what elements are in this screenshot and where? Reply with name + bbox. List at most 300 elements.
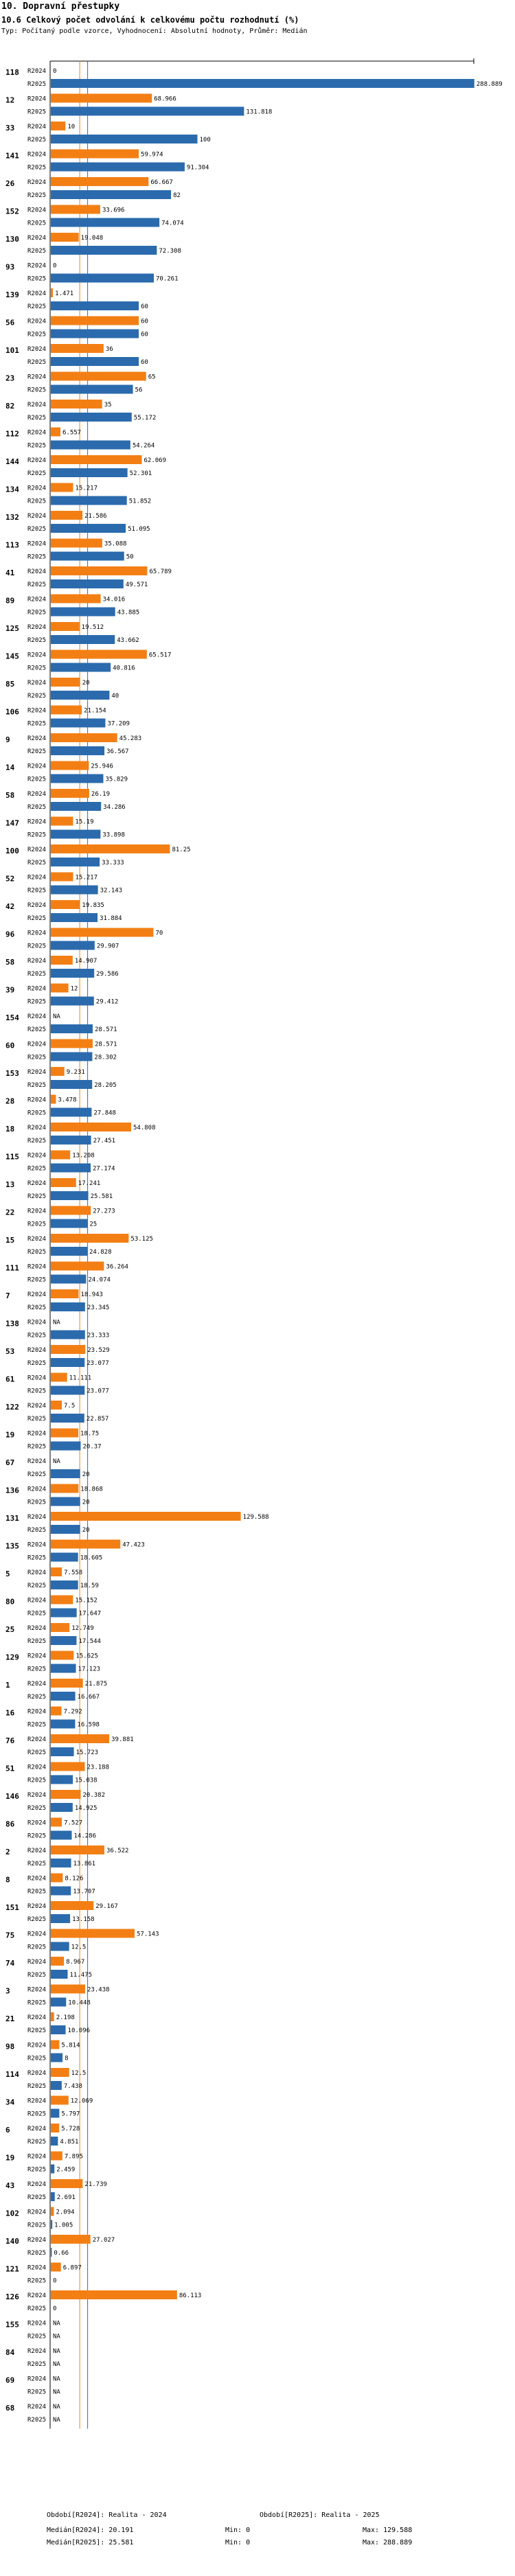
series-label: R2024	[27, 958, 47, 965]
footer-period-2025: Období[R2025]: Realita - 2025	[260, 2511, 380, 2519]
data-label: 21.875	[84, 1681, 108, 1688]
data-label: 18.605	[80, 1554, 103, 1562]
bar-r2024	[51, 2096, 69, 2105]
data-label: NA	[53, 2348, 60, 2355]
category-label: 102	[5, 2209, 19, 2218]
bar-r2024	[51, 789, 89, 798]
bar-r2025	[51, 1053, 92, 1061]
bar-r2025	[51, 579, 124, 588]
data-label: 8.126	[65, 1875, 84, 1883]
category-label: 33	[5, 124, 15, 133]
data-label: 7.292	[63, 1708, 82, 1716]
series-label: R2025	[27, 1832, 47, 1840]
category-label: 18	[5, 1125, 15, 1134]
data-label: 15.217	[75, 485, 98, 492]
category-label: 1	[5, 1681, 10, 1690]
category-label: 51	[5, 1764, 15, 1773]
bar-r2024	[51, 566, 147, 575]
data-label: 23.438	[87, 1986, 110, 1994]
category-label: 118	[5, 68, 19, 77]
bar-r2025	[51, 1942, 69, 1951]
category-label: 3	[5, 1986, 10, 1996]
series-label: R2024	[27, 596, 47, 603]
data-label: 16.598	[77, 1721, 100, 1729]
data-label: 21.154	[84, 707, 106, 715]
series-label: R2025	[27, 1554, 47, 1562]
series-label: R2024	[27, 2404, 47, 2411]
category-label: 28	[5, 1096, 15, 1106]
data-label: 11.475	[69, 1972, 93, 1979]
data-label: 21.739	[84, 2181, 107, 2188]
data-label: 12.5	[71, 1944, 87, 1951]
category-label: 125	[5, 624, 19, 633]
data-label: 40.816	[113, 665, 135, 672]
series-label: R2024	[27, 1458, 47, 1465]
bar-r2025	[51, 524, 126, 533]
category-label: 75	[5, 1931, 15, 1940]
series-label: R2024	[27, 930, 47, 937]
series-label: R2024	[27, 179, 47, 186]
series-label: R2025	[27, 442, 47, 450]
data-label: 14.907	[74, 958, 98, 965]
footer-min-2024: Min: 0	[225, 2527, 251, 2534]
bar-r2024	[51, 1790, 81, 1799]
data-label: 36.522	[106, 1848, 129, 1854]
bar-r2024	[51, 1596, 73, 1605]
bar-r2024	[51, 1957, 64, 1966]
series-label: R2025	[27, 1332, 47, 1339]
data-label: 7.527	[64, 1819, 83, 1827]
series-label: R2024	[27, 262, 47, 270]
bar-r2025	[51, 330, 139, 338]
data-label: 6.557	[62, 429, 82, 437]
category-label: 39	[5, 985, 15, 995]
data-label: 40	[111, 693, 119, 700]
bar-r2025	[51, 1108, 91, 1117]
category-label: 131	[5, 1514, 19, 1523]
series-label: R2024	[27, 402, 47, 409]
series-label: R2024	[27, 429, 47, 437]
series-label: R2024	[27, 818, 47, 826]
data-label: 0	[53, 68, 57, 75]
series-label: R2024	[27, 373, 47, 381]
category-label: 19	[5, 1430, 15, 1440]
bar-r2025	[51, 1024, 93, 1033]
category-label: 106	[5, 707, 19, 717]
bar-r2024	[51, 1845, 104, 1854]
data-label: 10	[67, 124, 76, 130]
category-label: 25	[5, 1625, 15, 1634]
series-label: R2025	[27, 2277, 47, 2285]
category-label: 22	[5, 1208, 15, 1217]
bar-r2025	[51, 1386, 84, 1395]
category-label: 96	[5, 930, 15, 939]
data-label: 5.814	[61, 2042, 80, 2049]
data-label: 66.667	[150, 179, 173, 186]
data-label: 20	[82, 680, 90, 687]
bar-r2024	[51, 288, 53, 297]
data-label: 35.829	[105, 776, 128, 783]
series-label: R2025	[27, 1054, 47, 1061]
bar-r2025	[51, 858, 100, 866]
category-label: 130	[5, 235, 19, 244]
footer-period-2024: Období[R2024]: Realita - 2024	[47, 2511, 167, 2519]
series-label: R2024	[27, 1180, 47, 1187]
series-label: R2025	[27, 1443, 47, 1451]
data-label: 23.188	[87, 1764, 110, 1771]
series-label: R2025	[27, 1249, 47, 1256]
data-label: 6.897	[62, 2264, 82, 2272]
data-label: 24.828	[89, 1249, 112, 1256]
bar-r2025	[51, 691, 109, 700]
series-label: R2025	[27, 2166, 47, 2174]
series-label: R2025	[27, 748, 47, 755]
data-label: 17.241	[78, 1180, 101, 1187]
series-label: R2025	[27, 1861, 47, 1867]
bar-r2025	[51, 1747, 74, 1756]
bar-r2025	[51, 1914, 70, 1923]
bar-r2025	[51, 552, 124, 561]
data-label: 8	[65, 2055, 69, 2062]
series-label: R2025	[27, 776, 47, 783]
series-label: R2024	[27, 1096, 47, 1104]
data-label: NA	[53, 1458, 60, 1465]
bar-r2024	[51, 1679, 83, 1688]
data-label: 27.848	[93, 1109, 116, 1117]
data-label: 12.069	[70, 2097, 93, 2105]
footer-min-2025: Min: 0	[225, 2539, 251, 2546]
bar-r2024	[51, 400, 102, 409]
series-label: R2024	[27, 847, 47, 853]
series-label: R2024	[27, 680, 47, 687]
category-label: 145	[5, 652, 19, 661]
data-label: 18.943	[80, 1291, 103, 1298]
series-label: R2025	[27, 553, 47, 561]
data-label: NA	[53, 2417, 60, 2424]
series-label: R2024	[27, 2376, 47, 2383]
bar-r2025	[51, 107, 244, 116]
bar-r2024	[51, 1762, 85, 1771]
data-label: 57.143	[136, 1931, 159, 1938]
category-label: 155	[5, 2320, 19, 2330]
bar-r2024	[51, 1067, 65, 1076]
series-label: R2024	[27, 1347, 47, 1354]
bar-r2025	[51, 719, 105, 728]
data-label: 36.264	[106, 1263, 128, 1271]
category-label: 141	[5, 151, 19, 161]
series-label: R2024	[27, 2237, 47, 2244]
data-label: 49.571	[125, 582, 148, 588]
data-label: 20	[82, 1527, 90, 1534]
data-label: 20.37	[82, 1443, 102, 1451]
category-label: 67	[5, 1458, 15, 1467]
series-label: R2025	[27, 303, 47, 310]
category-label: 146	[5, 1792, 19, 1801]
bar-r2024	[51, 1512, 241, 1521]
bar-r2025	[51, 2192, 55, 2201]
bar-r2025	[51, 2165, 54, 2174]
series-label: R2025	[27, 2389, 47, 2396]
series-label: R2025	[27, 275, 47, 283]
data-label: 65.789	[149, 568, 172, 575]
bar-r2024	[51, 483, 73, 492]
category-label: 53	[5, 1347, 15, 1356]
bar-r2025	[51, 774, 103, 783]
bar-r2024	[51, 1734, 109, 1743]
bar-r2025	[51, 218, 159, 227]
data-label: 13.158	[72, 1916, 95, 1923]
bar-r2024	[51, 2152, 62, 2161]
series-label: R2024	[27, 1319, 47, 1326]
series-label: R2025	[27, 470, 47, 477]
bar-r2025	[51, 1442, 80, 1451]
series-label: R2025	[27, 1749, 47, 1756]
series-label: R2025	[27, 1499, 47, 1506]
series-label: R2025	[27, 1026, 47, 1033]
series-label: R2025	[27, 220, 47, 227]
data-label: 5.728	[61, 2126, 80, 2132]
series-label: R2024	[27, 207, 47, 214]
bar-r2025	[51, 441, 130, 450]
data-label: 60	[141, 318, 148, 325]
series-label: R2025	[27, 526, 47, 533]
series-label: R2024	[27, 513, 47, 520]
series-label: R2025	[27, 1082, 47, 1089]
data-label: 60	[141, 331, 148, 338]
category-label: 113	[5, 540, 19, 550]
series-label: R2025	[27, 943, 47, 950]
series-label: R2025	[27, 192, 47, 199]
data-label: 7.558	[64, 1569, 83, 1576]
category-label: 152	[5, 207, 19, 216]
bar-r2024	[51, 817, 73, 826]
bar-r2024	[51, 1651, 73, 1660]
category-label: 134	[5, 485, 19, 494]
series-label: R2024	[27, 1959, 47, 1966]
bar-r2025	[51, 1331, 85, 1339]
data-label: 0	[53, 2305, 57, 2312]
bar-r2024	[51, 956, 73, 965]
bar-r2025	[51, 1080, 92, 1089]
bar-r2025	[51, 1164, 91, 1173]
series-label: R2025	[27, 2417, 47, 2424]
bar-r2025	[51, 1580, 78, 1589]
bar-r2025	[51, 357, 139, 366]
data-label: 70	[155, 930, 163, 937]
category-label: 13	[5, 1180, 15, 1189]
bar-r2024	[51, 1429, 78, 1438]
series-label: R2025	[27, 971, 47, 978]
series-label: R2025	[27, 1165, 47, 1173]
data-label: 37.209	[107, 720, 130, 728]
series-label: R2024	[27, 2014, 47, 2021]
data-label: 22.857	[86, 1416, 109, 1423]
data-label: 56	[135, 387, 143, 394]
bar-r2024	[51, 1707, 62, 1716]
series-label: R2025	[27, 1388, 47, 1395]
category-label: 61	[5, 1375, 15, 1384]
series-label: R2024	[27, 1903, 47, 1910]
data-label: 288.889	[476, 81, 503, 88]
data-label: 15.19	[75, 818, 94, 826]
data-label: 19.512	[81, 624, 104, 631]
bar-r2024	[51, 455, 142, 464]
series-label: R2024	[27, 318, 47, 325]
series-label: R2025	[27, 1694, 47, 1701]
category-label: 101	[5, 346, 19, 355]
bar-r2024	[51, 2263, 61, 2272]
data-label: 29.907	[96, 943, 119, 950]
bar-r2024	[51, 205, 100, 214]
bar-r2025	[51, 1275, 86, 1284]
data-label: 60	[141, 359, 148, 366]
data-label: 36.567	[106, 748, 129, 755]
category-label: 58	[5, 958, 15, 967]
bar-r2024	[51, 150, 139, 159]
series-label: R2024	[27, 2209, 47, 2216]
series-label: R2025	[27, 2361, 47, 2368]
data-label: 3.478	[58, 1096, 77, 1104]
page-title: 10. Dopravní přestupky	[1, 1, 120, 12]
category-label: 114	[5, 2070, 19, 2079]
series-label: R2024	[27, 1514, 47, 1521]
category-label: 100	[5, 847, 19, 855]
bar-r2024	[51, 122, 65, 130]
data-label: 55.172	[133, 415, 157, 422]
series-label: R2025	[27, 2055, 47, 2062]
data-label: 35	[104, 402, 112, 409]
category-label: 132	[5, 513, 19, 522]
data-label: 20.382	[82, 1792, 106, 1799]
series-label: R2025	[27, 2139, 47, 2146]
data-label: 0	[53, 262, 57, 270]
series-label: R2025	[27, 887, 47, 895]
data-label: 23.529	[87, 1347, 110, 1354]
series-label: R2025	[27, 1916, 47, 1923]
series-label: R2024	[27, 1208, 47, 1215]
series-label: R2024	[27, 1875, 47, 1883]
series-label: R2024	[27, 874, 47, 882]
bar-r2025	[51, 79, 474, 88]
data-label: NA	[53, 1013, 60, 1020]
series-label: R2025	[27, 331, 47, 338]
data-label: 12	[70, 985, 78, 993]
data-label: 12.749	[71, 1625, 94, 1632]
data-label: 31.884	[100, 915, 122, 922]
series-label: R2025	[27, 1999, 47, 2007]
series-label: R2024	[27, 1375, 47, 1382]
bar-r2024	[51, 1985, 85, 1994]
series-label: R2024	[27, 290, 47, 297]
bar-r2025	[51, 1553, 78, 1562]
category-label: 26	[5, 179, 15, 188]
series-label: R2025	[27, 1193, 47, 1200]
bar-r2025	[51, 2081, 62, 2090]
bar-r2025	[51, 496, 127, 505]
category-label: 68	[5, 2404, 15, 2413]
data-label: 15.152	[75, 1597, 98, 1605]
series-label: R2025	[27, 415, 47, 422]
chart-footer	[0, 2499, 515, 2576]
data-label: 4.851	[60, 2139, 79, 2146]
bar-r2024	[51, 1540, 120, 1549]
data-label: 26.19	[91, 791, 111, 798]
data-label: 28.571	[94, 1041, 117, 1048]
data-label: NA	[53, 2320, 60, 2327]
bar-r2024	[51, 344, 104, 353]
series-label: R2024	[27, 568, 47, 575]
category-label: 9	[5, 735, 10, 744]
category-label: 84	[5, 2348, 15, 2357]
data-label: 24.074	[88, 1276, 111, 1284]
bar-r2025	[51, 1609, 77, 1618]
category-label: 147	[5, 818, 19, 828]
category-label: 34	[5, 2097, 15, 2107]
data-label: 43.885	[117, 609, 140, 617]
bar-r2025	[51, 746, 104, 755]
bar-r2024	[51, 595, 101, 603]
series-label: R2025	[27, 1221, 47, 1228]
data-label: 100	[199, 137, 211, 143]
category-label: 93	[5, 262, 15, 272]
data-label: 65	[148, 373, 156, 381]
category-label: 129	[5, 1653, 19, 1662]
category-label: 121	[5, 2264, 19, 2274]
category-label: 42	[5, 902, 15, 911]
bar-r2024	[51, 1401, 62, 1410]
bar-r2025	[51, 830, 100, 839]
series-label: R2024	[27, 1291, 47, 1298]
series-label: R2025	[27, 860, 47, 866]
data-label: 86.113	[179, 2292, 202, 2299]
category-label: 7	[5, 1291, 10, 1300]
bar-r2024	[51, 844, 170, 853]
bar-r2024	[51, 1345, 85, 1354]
bar-r2024	[51, 94, 152, 103]
bar-r2025	[51, 1525, 80, 1534]
category-label: 153	[5, 1069, 19, 1078]
category-label: 74	[5, 1959, 15, 1968]
bar-r2024	[51, 761, 89, 770]
series-label: R2024	[27, 2292, 47, 2299]
bar-r2025	[51, 246, 157, 255]
bar-r2025	[51, 1831, 71, 1840]
series-label: R2025	[27, 2194, 47, 2201]
series-label: R2024	[27, 540, 47, 548]
series-label: R2025	[27, 1360, 47, 1367]
series-label: R2024	[27, 124, 47, 130]
data-label: NA	[53, 2404, 60, 2411]
series-label: R2025	[27, 164, 47, 172]
bar-r2025	[51, 1497, 80, 1506]
data-label: 52.301	[129, 470, 152, 477]
series-label: R2024	[27, 457, 47, 464]
bar-r2024	[51, 1262, 104, 1271]
data-label: 25.581	[90, 1193, 113, 1200]
series-label: R2025	[27, 1666, 47, 1673]
series-label: R2024	[27, 791, 47, 798]
series-label: R2025	[27, 2111, 47, 2118]
bar-r2025	[51, 1664, 76, 1673]
series-label: R2025	[27, 915, 47, 922]
category-label: 69	[5, 2376, 15, 2385]
bar-r2024	[51, 2124, 59, 2132]
series-label: R2024	[27, 1986, 47, 1994]
bar-r2024	[51, 622, 80, 631]
series-label: R2025	[27, 665, 47, 672]
bar-r2025	[51, 1887, 71, 1896]
category-label: 15	[5, 1236, 15, 1245]
